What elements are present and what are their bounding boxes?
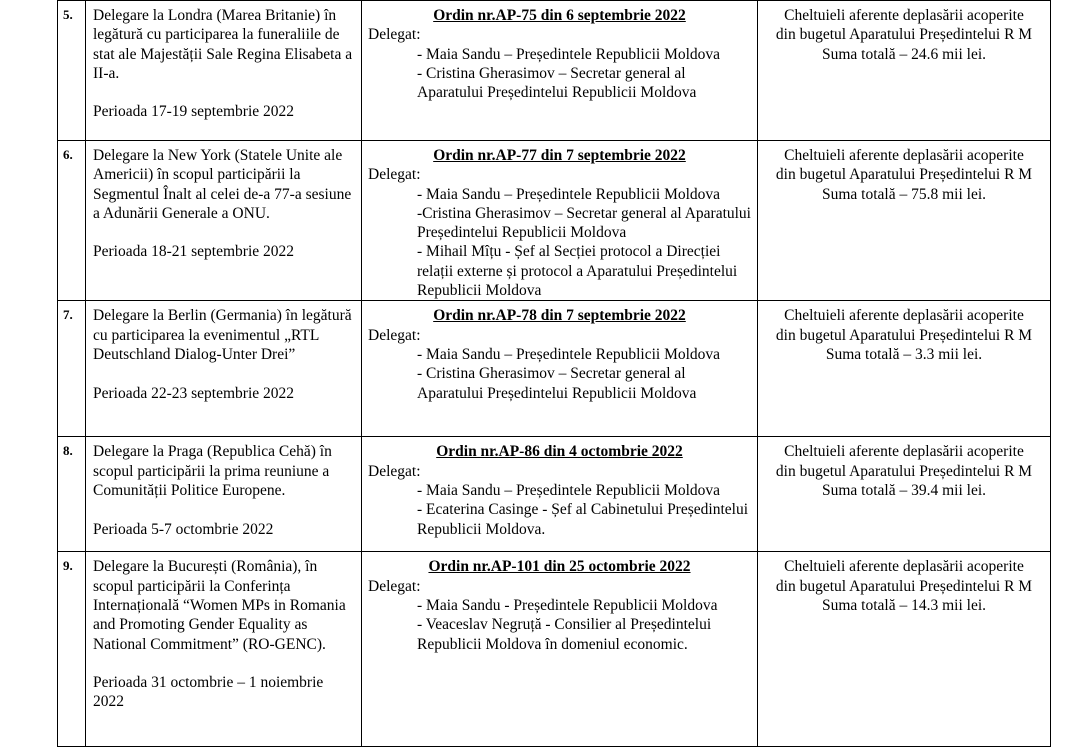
delegate-label: Delegat: <box>368 462 421 480</box>
delegate-list <box>368 345 751 403</box>
cost-cell <box>758 552 1051 747</box>
description-cell <box>86 552 362 747</box>
delegate-item: - Cristina Gherasimov – Secretar general al Aparatului Președintelui Republicii Moldova <box>417 365 697 402</box>
delegate-list <box>368 185 751 301</box>
delegate-label: Delegat: <box>368 326 421 344</box>
delegate-item: - Veaceslav Negruță - Consilier al Președintelui Republicii Moldova în domeniul economic. <box>417 616 712 653</box>
cost-total: Suma totală – 3.3 mii lei. <box>825 345 983 363</box>
order-cell <box>362 552 758 747</box>
cost-total: Suma totală – 39.4 mii lei. <box>821 481 987 499</box>
row-number-cell <box>58 1 86 141</box>
delegate-item: -Cristina Gherasimov – Secretar general al Aparatului Președintelui Republicii Moldova <box>417 204 751 242</box>
delegate-item: - Ecaterina Casinge - Șef al Cabinetului Președintelui Republicii Moldova. <box>417 501 748 538</box>
cost-note-line: din bugetul Aparatului Președintelui R M <box>775 166 1033 184</box>
delegate-item: - Maia Sandu – Președintele Republicii Moldova <box>417 185 721 203</box>
cost-note-line: Cheltuieli aferente deplasării acoperite <box>784 558 1024 576</box>
delegate-item: - Maia Sandu – Președintele Republicii Moldova <box>417 45 721 63</box>
order-cell <box>362 301 758 437</box>
row-number-cell <box>58 552 86 747</box>
delegate-item: - Maia Sandu – Președintele Republicii Moldova <box>417 345 721 363</box>
table-row <box>58 437 1051 552</box>
trip-period: Perioada 18-21 septembrie 2022 <box>93 243 295 261</box>
description-cell <box>86 437 362 552</box>
order-title: Ordin nr.AP-101 din 25 octombrie 2022 <box>428 558 691 576</box>
delegate-item: - Maia Sandu - Președintele Republicii Moldova <box>417 596 718 614</box>
description-cell <box>86 1 362 141</box>
trip-description: Delegare la București (România), în scopul participării la Conferința Internațională “Women MPs in Romania and Promoting Gender Equality as National Commitment” (RO-GENC). <box>93 558 346 653</box>
cost-cell <box>758 141 1051 301</box>
trip-description: Delegare la Praga (Republica Cehă) în scopul participării la prima reuniune a Comunității Politice Europene. <box>93 443 332 499</box>
delegate-list <box>368 45 751 103</box>
delegate-item: - Maia Sandu – Președintele Republicii Moldova <box>417 481 721 499</box>
cost-note-line: Cheltuieli aferente deplasării acoperite <box>784 7 1024 24</box>
cost-cell <box>758 301 1051 437</box>
cost-total: Suma totală – 24.6 mii lei. <box>821 45 987 63</box>
order-cell <box>362 1 758 141</box>
cost-note-line: Cheltuieli aferente deplasării acoperite <box>784 307 1024 325</box>
row-number-cell <box>58 141 86 301</box>
table-row <box>58 141 1051 301</box>
trip-period: Perioada 17-19 septembrie 2022 <box>93 103 295 121</box>
trip-description: Delegare la New York (Statele Unite ale Americii) în scopul participării la Segmentul Înalt al celei de-a 77-a sesiune a Adunării Generale a ONU. <box>93 147 352 222</box>
row-number-cell <box>58 301 86 437</box>
delegate-label: Delegat: <box>368 26 421 44</box>
trip-description: Delegare la Berlin (Germania) în legătură cu participarea la evenimentul „RTL Deutschland Dialog-Unter Drei” <box>93 307 352 363</box>
cost-note-line: din bugetul Aparatului Președintelui R M <box>775 326 1033 344</box>
cost-note-line: Cheltuieli aferente deplasării acoperite <box>784 147 1024 164</box>
delegate-item: - Cristina Gherasimov – Secretar general al Aparatului Președintelui Republicii Moldova <box>417 64 697 102</box>
cost-cell <box>758 437 1051 552</box>
cost-note-line: din bugetul Aparatului Președintelui R M <box>775 26 1033 44</box>
order-title: Ordin nr.AP-86 din 4 octombrie 2022 <box>436 443 683 461</box>
cost-total: Suma totală – 75.8 mii lei. <box>821 185 987 203</box>
trip-period: Perioada 31 octombrie – 1 noiembrie 2022 <box>93 674 324 711</box>
delegate-item: - Mihail Mîțu - Șef al Secției protocol a Direcției relații externe și protocol a Aparatului Președintelui Republicii Moldova <box>417 243 738 300</box>
trip-description: Delegare la Londra (Marea Britanie) în legătură cu participarea la funeraliile de stat ale Majestății Sale Regina Elisabeta a II-a. <box>93 7 353 82</box>
row-number-cell <box>58 437 86 552</box>
delegate-list <box>368 596 751 654</box>
trip-period: Perioada 22-23 septembrie 2022 <box>93 384 295 402</box>
delegations-table <box>57 0 1051 747</box>
cost-note-line: Cheltuieli aferente deplasării acoperite <box>784 443 1024 461</box>
order-cell <box>362 141 758 301</box>
table-row <box>58 552 1051 747</box>
order-title: Ordin nr.AP-75 din 6 septembrie 2022 <box>433 7 686 24</box>
description-cell <box>86 301 362 437</box>
delegate-label: Delegat: <box>368 166 421 184</box>
row-number: 5. <box>63 7 73 22</box>
row-number: 6. <box>63 147 73 162</box>
trip-period: Perioada 5-7 octombrie 2022 <box>93 520 274 538</box>
order-title: Ordin nr.AP-78 din 7 septembrie 2022 <box>433 307 686 325</box>
delegate-label: Delegat: <box>368 577 421 595</box>
description-cell <box>86 141 362 301</box>
row-number: 8. <box>63 443 73 459</box>
cost-note-line: din bugetul Aparatului Președintelui R M <box>775 462 1033 480</box>
order-cell <box>362 437 758 552</box>
cost-cell <box>758 1 1051 141</box>
cost-total: Suma totală – 14.3 mii lei. <box>821 596 987 614</box>
order-title: Ordin nr.AP-77 din 7 septembrie 2022 <box>433 147 686 164</box>
table-row <box>58 301 1051 437</box>
row-number: 7. <box>63 307 73 323</box>
delegate-list <box>368 481 751 539</box>
table-row <box>58 1 1051 141</box>
row-number: 9. <box>63 558 73 574</box>
cost-note-line: din bugetul Aparatului Președintelui R M <box>775 577 1033 595</box>
